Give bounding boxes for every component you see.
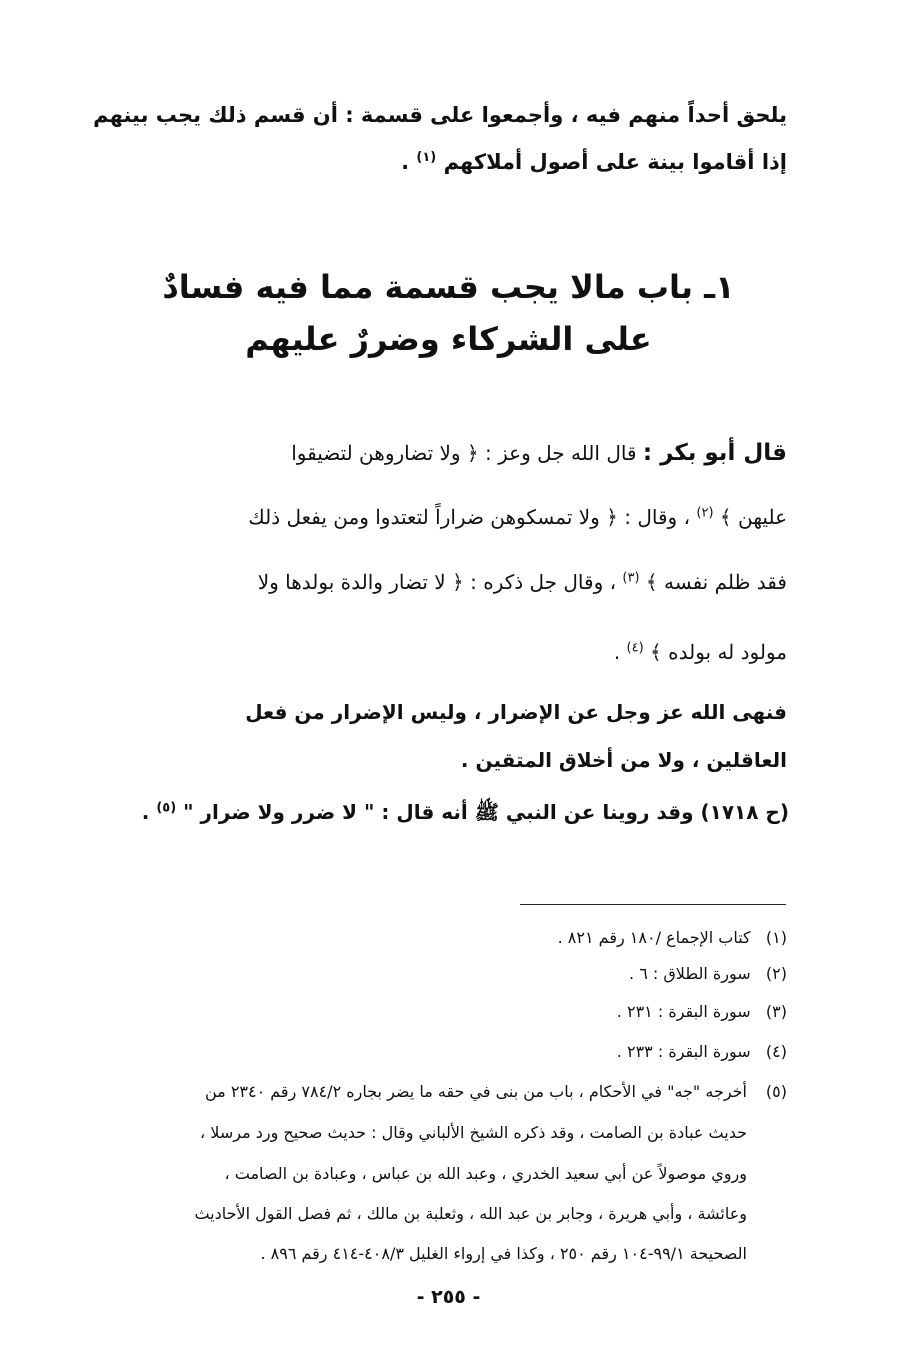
footnote-ref-4[interactable]: (٤) [626,640,644,656]
intro-line-2 [401,150,787,174]
footnote-number: (٥) [765,1082,787,1101]
footnote-5-line-2: حديث عبادة بن الصامت ، وقد ذكره الشيخ الألباني وقال : حديث صحيح ورد مرسلا ، [200,1123,747,1142]
chapter-title-line-1: ١ـ باب مالا يجب قسمة مما فيه فسادٌ [162,268,735,306]
body-text: فنهى الله عز وجل عن الإضرار ، وليس الإضرار من فعل [245,700,787,724]
quran-verse: مولود له بولده ﴾ [650,640,787,664]
page-number: - ٢٥٥ - [416,1286,481,1308]
quran-verse: عليهن ﴾ [719,505,787,529]
body-line-5 [245,700,787,724]
hadith-text: وقد روينا عن النبي ﷺ أنه قال : " لا ضرر ولا ضرار " [183,800,694,824]
footnote-text: كتاب الإجماع /١٨٠ رقم ٨٢١ . [557,928,751,947]
footnote-number: (٤) [765,1042,787,1061]
intro-line-2-end: . [401,150,410,174]
footnote-text: سورة البقرة : ٢٣١ . [616,1002,751,1021]
body-line-4 [614,640,787,664]
body-line-6 [461,748,787,772]
chapter-title-line-2: على الشركاء وضررٌ عليهم [245,320,652,358]
footnote-5-line-4: وعائشة ، وأبي هريرة ، وجابر بن عبد الله ، وثعلبة بن مالك ، ثم فصل القول الأحاديث [194,1204,747,1223]
body-text: ، وقال : [624,505,691,529]
footnote-1 [558,928,787,947]
footnote-5-number [766,1082,787,1101]
body-text: ، وقال جل ذكره : [470,570,617,594]
footnote-separator [520,904,786,905]
footnote-text: سورة البقرة : ٢٣٣ . [616,1042,751,1061]
footnote-ref-2[interactable]: (٢) [696,505,714,521]
footnote-2 [629,964,787,983]
intro-line-1 [93,103,787,127]
body-line-1 [291,440,787,466]
footnote-text: سورة الطلاق : ٦ . [629,964,751,983]
quran-verse: فقد ظلم نفسه ﴾ [645,570,787,594]
quran-verse: ﴿ ولا تمسكوهن ضراراً لتعتدوا ومن يفعل ذلك [248,505,618,529]
intro-line-1-text: يلحق أحداً منهم فيه ، وأجمعوا على قسمة : أن قسم ذلك يجب بينهم [93,103,787,127]
body-text: . [141,800,150,824]
footnote-4 [617,1042,787,1061]
footnote-ref-1[interactable]: (١) [416,150,437,165]
footnote-ref-3[interactable]: (٣) [622,570,640,586]
hadith-number: (ح ١٧١٨) [700,800,789,824]
body-text: قال الله جل وعز : [485,441,637,465]
footnote-number: (٣) [765,1002,787,1021]
quran-verse: ﴿ ولا تضاروهن لتضيقوا [291,441,479,465]
speaker-lead: قال أبو بكر : [642,440,787,466]
footnote-number: (١) [765,928,787,947]
body-line-3 [258,570,787,594]
intro-line-2-text: إذا أقاموا بينة على أصول أملاكهم [443,150,787,174]
quran-verse: ﴿ لا تضار والدة بولدها ولا [257,570,464,594]
footnote-ref-5[interactable]: (٥) [156,800,177,816]
footnote-3 [617,1002,787,1021]
footnote-number: (٢) [765,964,787,983]
body-text: العاقلين ، ولا من أخلاق المتقين . [460,748,787,772]
body-line-7 [142,800,789,829]
footnote-5-line-5: الصحيحة ٩٩/١-١٠٤ رقم ٢٥٠ ، وكذا في إرواء الغليل ٤٠٨/٣-٤١٤ رقم ٨٩٦ . [260,1244,747,1263]
body-text: . [613,640,621,664]
footnote-5-line-1: أخرجه "جه" في الأحكام ، باب من بنى في حقه ما يضر بجاره ٧٨٤/٢ رقم ٢٣٤٠ من [204,1082,747,1101]
body-line-2 [248,505,787,529]
footnote-5-line-3: وروي موصولاً عن أبي سعيد الخدري ، وعبد الله بن عباس ، وعبادة بن الصامت ، [224,1164,747,1183]
